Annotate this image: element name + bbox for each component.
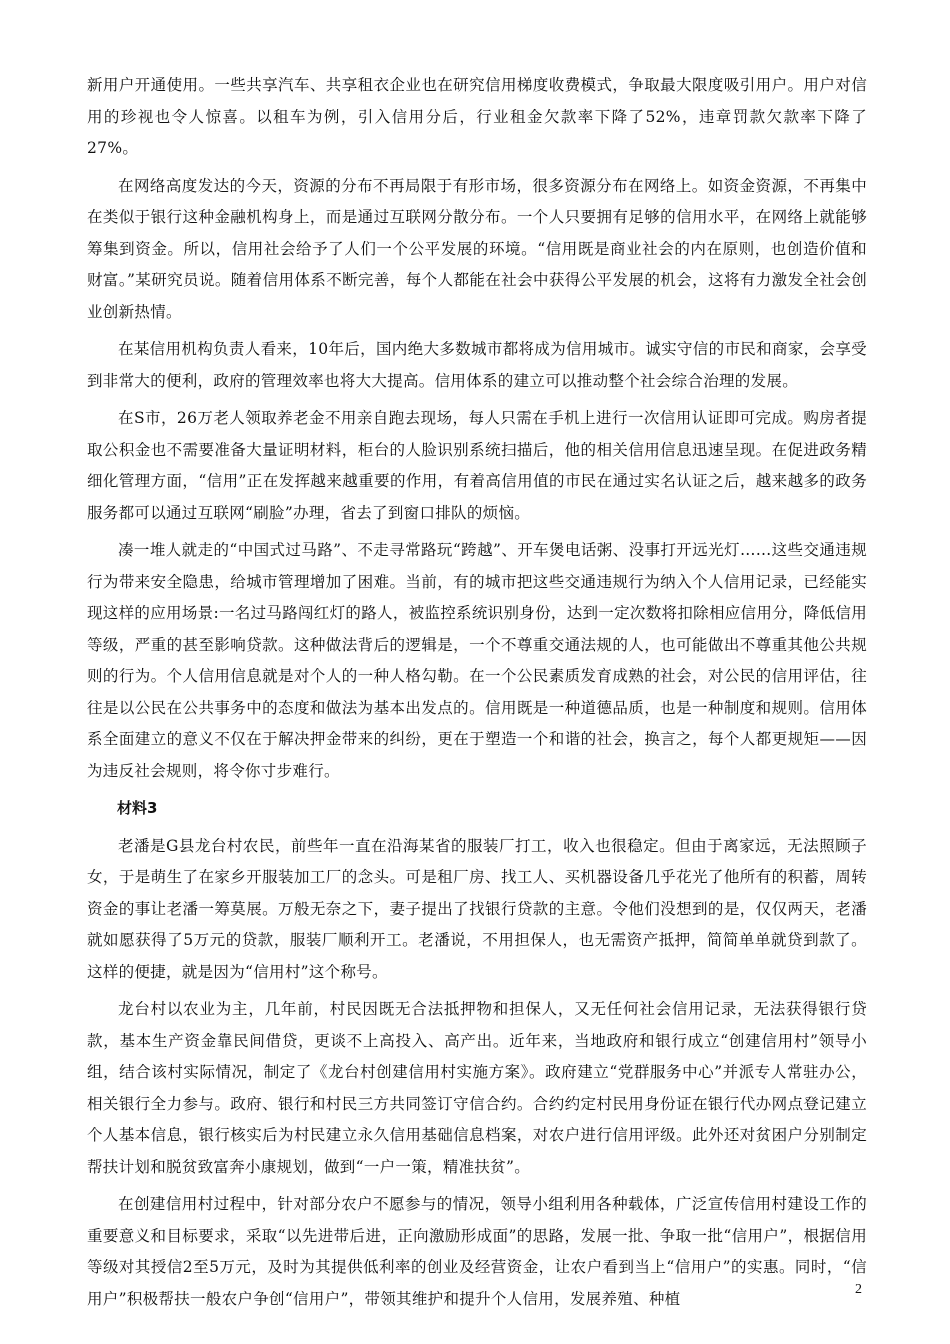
paragraph: 凑一堆人就走的“中国式过马路”、不走寻常路玩“跨越”、开车煲电话粥、没事打开远光灯……这些交通违规行为带来安全隐患，给城市管理增加了困难。当前，有的城市把这些交通违规行为纳入个人信用记录，已经能实现这样的应用场景:一名过马路闯红灯的路人，被监控系统识别身份，达到一定次数将扣除相应信用分，降低信用等级，严重的甚至影响贷款。这种做法背后的逻辑是，一个不尊重交通法规的人，也可能做出不尊重其他公共规则的行为。个人信用信息就是对个人的一种人格勾勒。在一个公民素质发育成熟的社会，对公民的信用评估，往往是以公民在公共事务中的态度和做法为基本出发点的。信用既是一种道德品质，也是一种制度和规则。信用体系全面建立的意义不仅在于解决押金带来的纠纷，更在于塑造一个和谐的社会，换言之，每个人都更规矩——因为违反社会规则，将令你寸步难行。 <box>87 541 867 780</box>
paragraph-continued: 新用户开通使用。一些共享汽车、共享租衣企业也在研究信用梯度收费模式，争取最大限度吸引用户。用户对信用的珍视也令人惊喜。以租车为例，引入信用分后，行业租金欠款率下降了52%，违章罚款欠款率下降了27%。 <box>87 76 867 157</box>
paragraph: 在S市，26万老人领取养老金不用亲自跑去现场，每人只需在手机上进行一次信用认证即可完成。购房者提取公积金也不需要准备大量证明材料，柜台的人脸识别系统扫描后，他的相关信用信息迅速呈现。在促进政务精细化管理方面，“信用”正在发挥越来越重要的作用，有着高信用值的市民在通过实名认证之后，越来越多的政务服务都可以通过互联网“刷脸”办理，省去了到窗口排队的烦恼。 <box>87 409 867 522</box>
page-number: 2 <box>855 1282 862 1297</box>
paragraph: 老潘是G县龙台村农民，前些年一直在沿海某省的服装厂打工，收入也很稳定。但由于离家远，无法照顾子女，于是萌生了在家乡开服装加工厂的念头。可是租厂房、找工人、买机器设备几乎花光了他所有的积蓄，周转资金的事让老潘一筹莫展。万般无奈之下，妻子提出了找银行贷款的主意。令他们没想到的是，仅仅两天，老潘就如愿获得了5万元的贷款，服装厂顺利开工。老潘说，不用担保人，也无需资产抵押，简简单单就贷到款了。这样的便捷，就是因为“信用村”这个称号。 <box>87 836 867 981</box>
document-body <box>87 70 867 1321</box>
section-heading: 材料3 <box>117 799 158 817</box>
paragraph: 龙台村以农业为主，几年前，村民因既无合法抵押物和担保人，又无任何社会信用记录，无法获得银行贷款，基本生产资金靠民间借贷，更谈不上高投入、高产出。近年来，当地政府和银行成立“创建信用村”领导小组，结合该村实际情况，制定了《龙台村创建信用村实施方案》。政府建立“党群服务中心”并派专人常驻办公，相关银行全力参与。政府、银行和村民三方共同签订守信合约。合约约定村民用身份证在银行代办网点登记建立个人基本信息，银行核实后为村民建立永久信用基础信息档案，对农户进行信用评级。此外还对贫困户分别制定帮扶计划和脱贫致富奔小康规划，做到“一户一策，精准扶贫”。 <box>87 1000 867 1176</box>
paragraph: 在网络高度发达的今天，资源的分布不再局限于有形市场，很多资源分布在网络上。如资金资源，不再集中在类似于银行这种金融机构身上，而是通过互联网分散分布。一个人只要拥有足够的信用水平，在网络上就能够筹集到资金。所以，信用社会给予了人们一个公平发展的环境。“信用既是商业社会的内在原则，也创造价值和财富。”某研究员说。随着信用体系不断完善，每个人都能在社会中获得公平发展的机会，这将有力激发全社会创业创新热情。 <box>87 176 867 321</box>
paragraph: 在创建信用村过程中，针对部分农户不愿参与的情况，领导小组利用各种载体，广泛宣传信用村建设工作的重要意义和目标要求，采取“以先进带后进，正向激励形成面”的思路，发展一批、争取一批“信用户”，根据信用等级对其授信2至5万元，及时为其提供低利率的创业及经营资金，让农户看到当上“信用户”的实惠。同时，“信用户”积极帮扶一般农户争创“信用户”，带领其维护和提升个人信用，发展养殖、种植 <box>87 1195 867 1308</box>
paragraph: 在某信用机构负责人看来，10年后，国内绝大多数城市都将成为信用城市。诚实守信的市民和商家，会享受到非常大的便利，政府的管理效率也将大大提高。信用体系的建立可以推动整个社会综合治理的发展。 <box>87 340 867 390</box>
